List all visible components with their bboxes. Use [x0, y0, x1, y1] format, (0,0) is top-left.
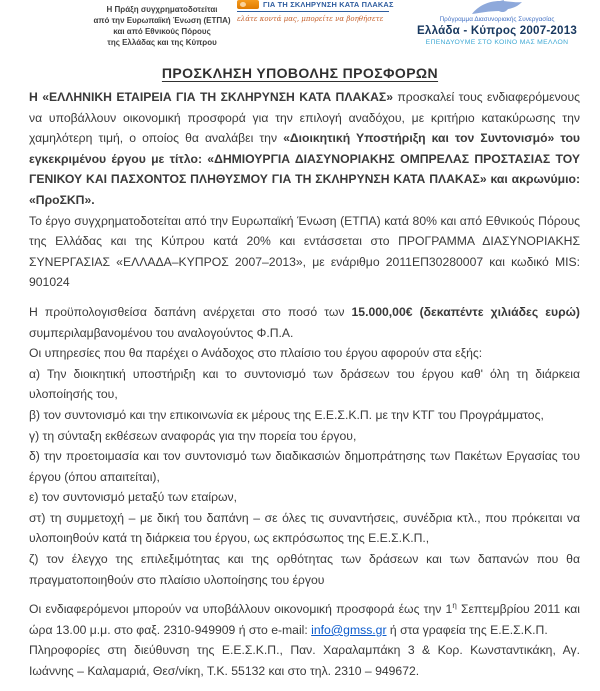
gmss-logo-block [237, 0, 394, 23]
text-segment: ή στα γραφεία της Ε.Ε.Σ.Κ.Π. [386, 622, 548, 637]
funding-note [92, 4, 232, 48]
text-segment: Σεπτεμβρίου 2011 και ώρα 13.00 μ.μ. στο φαξ. 2310-949909 ή στο e-mail: [29, 602, 581, 637]
text-segment: Η «ΕΛΛΗΝΙΚΗ ΕΤΑΙΡΕΙΑ ΓΙΑ ΤΗ ΣΚΛΗΡΥΝΣΗ ΚΑΤΑ ΠΛΑΚΑΣ» [29, 90, 393, 104]
text-segment: Οι ενδιαφερόμενοι μπορούν να υποβάλλουν οικονομική προσφορά έως την 1 [29, 602, 453, 617]
text-segment: 15.000,00€ (δεκαπέντε χιλιάδες ευρώ) [351, 304, 580, 319]
text-segment: γ) τη σύνταξη εκθέσεων αναφοράς για την πορεία του έργου, [29, 428, 357, 443]
document-header [0, 0, 600, 57]
text-segment: δ) την προετοιμασία και τον συντονισμό των διαδικασιών δημοπράτησης των Πακέτων Εργασίας του έργου (όπου απαιτείται), [29, 449, 580, 484]
paragraph-submission [29, 599, 580, 640]
text-segment: ε) τον συντονισμό μεταξύ των εταίρων, [29, 490, 238, 505]
service-item-b [29, 405, 580, 426]
gmss-logo-icon [237, 0, 259, 9]
paragraph-funding [29, 211, 580, 293]
funding-note-line: από την Ευρωπαϊκή Ένωση (ΕΤΠΑ) [93, 16, 231, 25]
text-segment: στ) τη συμμετοχή – με δική του δαπάνη – σε όλες τις συναντήσεις, συνέδρια κτλ., που πρόκειται να υλοποιηθούν κατά τη διάρκεια του έργου, ως εκπρόσωπος της Ε.Ε.Σ.Κ.Π., [29, 510, 580, 546]
gmss-tagline: ελάτε κοντά μας, μπορείτε να βοηθήσετε [237, 15, 384, 23]
gmss-logo-row [237, 0, 394, 12]
funding-note-line: Η Πράξη συγχρηματοδοτείται [106, 5, 218, 14]
superscript-text: η [452, 601, 457, 611]
funding-note-line: της Ελλάδας και της Κύπρου [107, 38, 217, 47]
service-item-d [29, 446, 580, 487]
text-segment: Το έργο συγχρηματοδοτείται από την Ευρωπαϊκή Ένωση (ΕΤΠΑ) κατά 80% και από Εθνικούς Πόρους της Ελλάδας και της Κύπρου κατά 20% και εντάσσεται στο ΠΡΟΓΡΑΜΜΑ ΔΙΑΣΥΝΟΡΙΑΚΗΣ ΣΥΝΕΡΓΑΣΙΑΣ «ΕΛΛΑΔΑ–ΚΥΠΡΟΣ 2007–2013», με ενάριθμο 2011ΕΠ30280007 και κωδικό MIS: 901024 [29, 213, 580, 290]
service-item-a [29, 364, 580, 405]
programme-title: Ελλάδα - Κύπρος 2007-2013 [416, 24, 578, 37]
paragraph-services-intro [29, 343, 580, 364]
text-segment: Η προϋπολογισθείσα δαπάνη ανέρχεται στο ποσό των [29, 304, 352, 319]
dolphin-icon [470, 0, 524, 15]
text-segment: Πληροφορίες στη διεύθυνση της Ε.Ε.Σ.Κ.Π., Παν. Χαραλαμπάκη 3 & Κορ. Κωνσταντικάκη, Αγ. Ιωάννης – Καλαμαριά, Θεσ/νίκη, Τ.Κ. 55132 και στο τηλ. 2310 – 949672. [29, 643, 580, 679]
programme-slogan: ΕΠΕΝΔΥΟΥΜΕ ΣΤΟ ΚΟΙΝΟ ΜΑΣ ΜΕΛΛΟΝ [425, 39, 569, 46]
paragraph-budget [29, 302, 580, 343]
programme-logo-block [396, 0, 598, 47]
email-link[interactable]: info@gmss.gr [311, 622, 387, 637]
service-item-c [29, 426, 580, 447]
service-item-z [29, 549, 580, 590]
text-segment: προσκαλεί τους ενδιαφερόμενους να υποβάλλουν οικονομική προσφορά για την επιλογή αναδόχου, με κριτήριο κατακύρωσης την χαμηλότερη τιμή, ο οποίος θα αναλάβει την [29, 90, 580, 146]
document-body [0, 81, 600, 682]
funding-note-line: και από Εθνικούς Πόρους [113, 27, 211, 36]
paragraph-intro [29, 87, 580, 211]
service-item-st [29, 508, 580, 549]
programme-label: Πρόγραμμα Διασυνοριακής Συνεργασίας [439, 16, 555, 23]
text-segment: ζ) τον έλεγχο της επιλεξιμότητας και της ορθότητας των δράσεων και των δαπανών που θα πραγματοποιηθούν στο πλαίσιο υλοποίησης του έργου [29, 552, 580, 587]
text-segment: Οι υπηρεσίες που θα παρέχει ο Ανάδοχος στο πλαίσιο του έργου αφορούν στα εξής: [29, 346, 483, 361]
text-segment: «Διοικητική Υποστήριξη και τον Συντονισμό» του εγκεκριμένου έργου με τίτλο: «ΔΗΜΙΟΥΡΓΙΑ ΔΙΑΣΥΝΟΡΙΑΚΗΣ ΟΜΠΡΕΛΑΣ ΠΡΟΣΤΑΣΙΑΣ ΤΟΥ ΓΕΝΙΚΟΥ ΚΑΙ ΠΑΣΧΟΝΤΟΣ ΠΛΗΘΥΣΜΟΥ ΓΙΑ ΤΗ ΣΚΛΗΡΥΝΣΗ ΚΑΤΑ ΠΛΑΚΑΣ» και ακρωνύμιο: «ΠροΣΚΠ». [29, 131, 580, 207]
text-segment: β) τον συντονισμό και την επικοινωνία εκ μέρους της Ε.Ε.Σ.Κ.Π. με την ΚΤΓ του Προγράμματος, [29, 407, 544, 422]
page-title: ΠΡΟΣΚΛΗΣΗ ΥΠΟΒΟΛΗΣ ΠΡΟΣΦΟΡΩΝ [161, 65, 439, 81]
gmss-org-name: ΓΙΑ ΤΗ ΣΚΛΗΡΥΝΣΗ ΚΑΤΑ ΠΛΑΚΑΣ [263, 0, 394, 9]
text-segment: συμπεριλαμβανομένου του αναλογούντος Φ.Π.Α. [29, 325, 294, 340]
paragraph-contact-info [29, 640, 580, 681]
service-item-e [29, 487, 580, 508]
text-segment: α) Την διοικητική υποστήριξη και το συντονισμό των δράσεων του έργου καθ' όλη τη διάρκεια υλοποίησής του, [29, 366, 580, 402]
